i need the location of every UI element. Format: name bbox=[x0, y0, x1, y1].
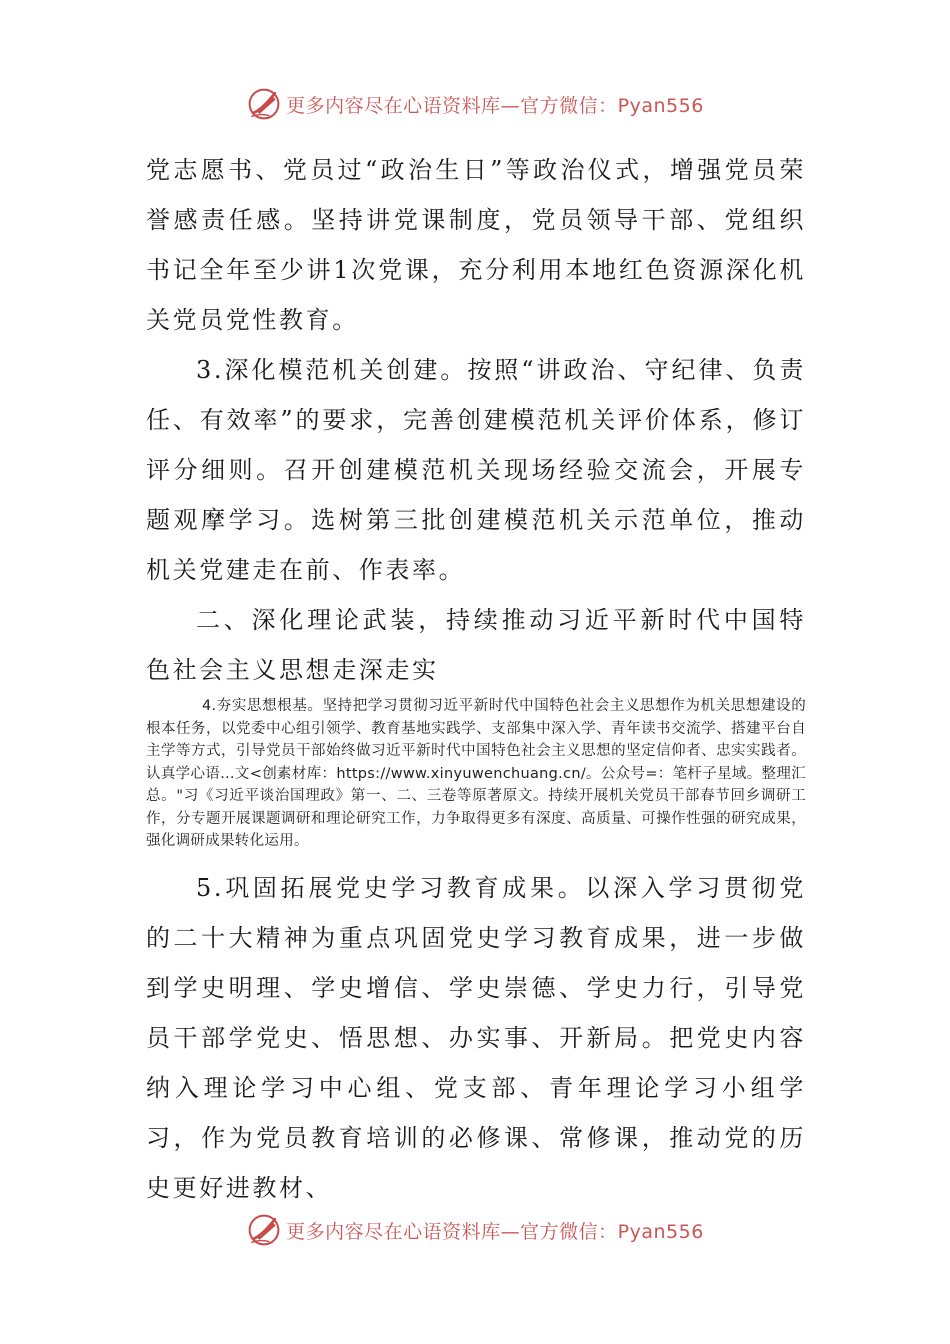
section-heading-theory: 二、深化理论武装，持续推动习近平新时代中国特色社会主义思想走深走实 bbox=[146, 606, 806, 684]
footer-watermark-text: 更多内容尽在心语资料库—官方微信：Pyan556 bbox=[286, 1220, 704, 1243]
footer-watermark bbox=[0, 1210, 950, 1250]
pen-scroll-logo-icon bbox=[246, 1212, 282, 1248]
paragraph-continuation: 党志愿书、党员过“政治生日”等政治仪式，增强党员荣誉感责任感。坚持讲党课制度，党员领导干部、党组织书记全年至少讲1次党课，充分利用本地红色资源深化机关党员党性教育。 bbox=[146, 156, 806, 334]
paragraph-ideological-foundation: 4.夯实思想根基。坚持把学习贯彻习近平新时代中国特色社会主义思想作为机关思想建设的根本任务，以党委中心组引领学、教育基地实践学、支部集中深入学、青年读书交流学、搭建平台自主学等方式，引导党员干部始终做习近平新时代中国特色社会主义思想的坚定信仰者、忠实实践者。认真学心语…文<创素材库：https://www.xinyuwenchuang.cn/。公众号=：笔杆子星域。整理汇总。"习《习近平谈治国理政》第一、二、三卷等原著原文。持续开展机关党员干部春节回乡调研工作，分专题开展课题调研和理论研究工作，力争取得更多有深度、高质量、可操作性强的研究成果，强化调研成果转化运用。 bbox=[146, 698, 806, 849]
paragraph-party-history: 5.巩固拓展党史学习教育成果。以深入学习贯彻党的二十大精神为重点巩固党史学习教育成果，进一步做到学史明理、学史增信、学史崇德、学史力行，引导党员干部学党史、悟思想、办实事、开新局。把党史内容纳入理论学习中心组、党支部、青年理论学习小组学习，作为党员教育培训的必修课、常修课，推动党的历史更好进教材、 bbox=[146, 873, 806, 1202]
header-watermark-text: 更多内容尽在心语资料库—官方微信：Pyan556 bbox=[286, 94, 704, 117]
header-watermark bbox=[0, 84, 950, 124]
document-body bbox=[146, 145, 806, 1213]
pen-scroll-logo-icon bbox=[246, 86, 282, 122]
paragraph-model-agency: 3.深化模范机关创建。按照“讲政治、守纪律、负责任、有效率”的要求，完善创建模范机关评价体系，修订评分细则。召开创建模范机关现场经验交流会，开展专题观摩学习。选树第三批创建模范机关示范单位，推动机关党建走在前、作表率。 bbox=[146, 356, 806, 584]
